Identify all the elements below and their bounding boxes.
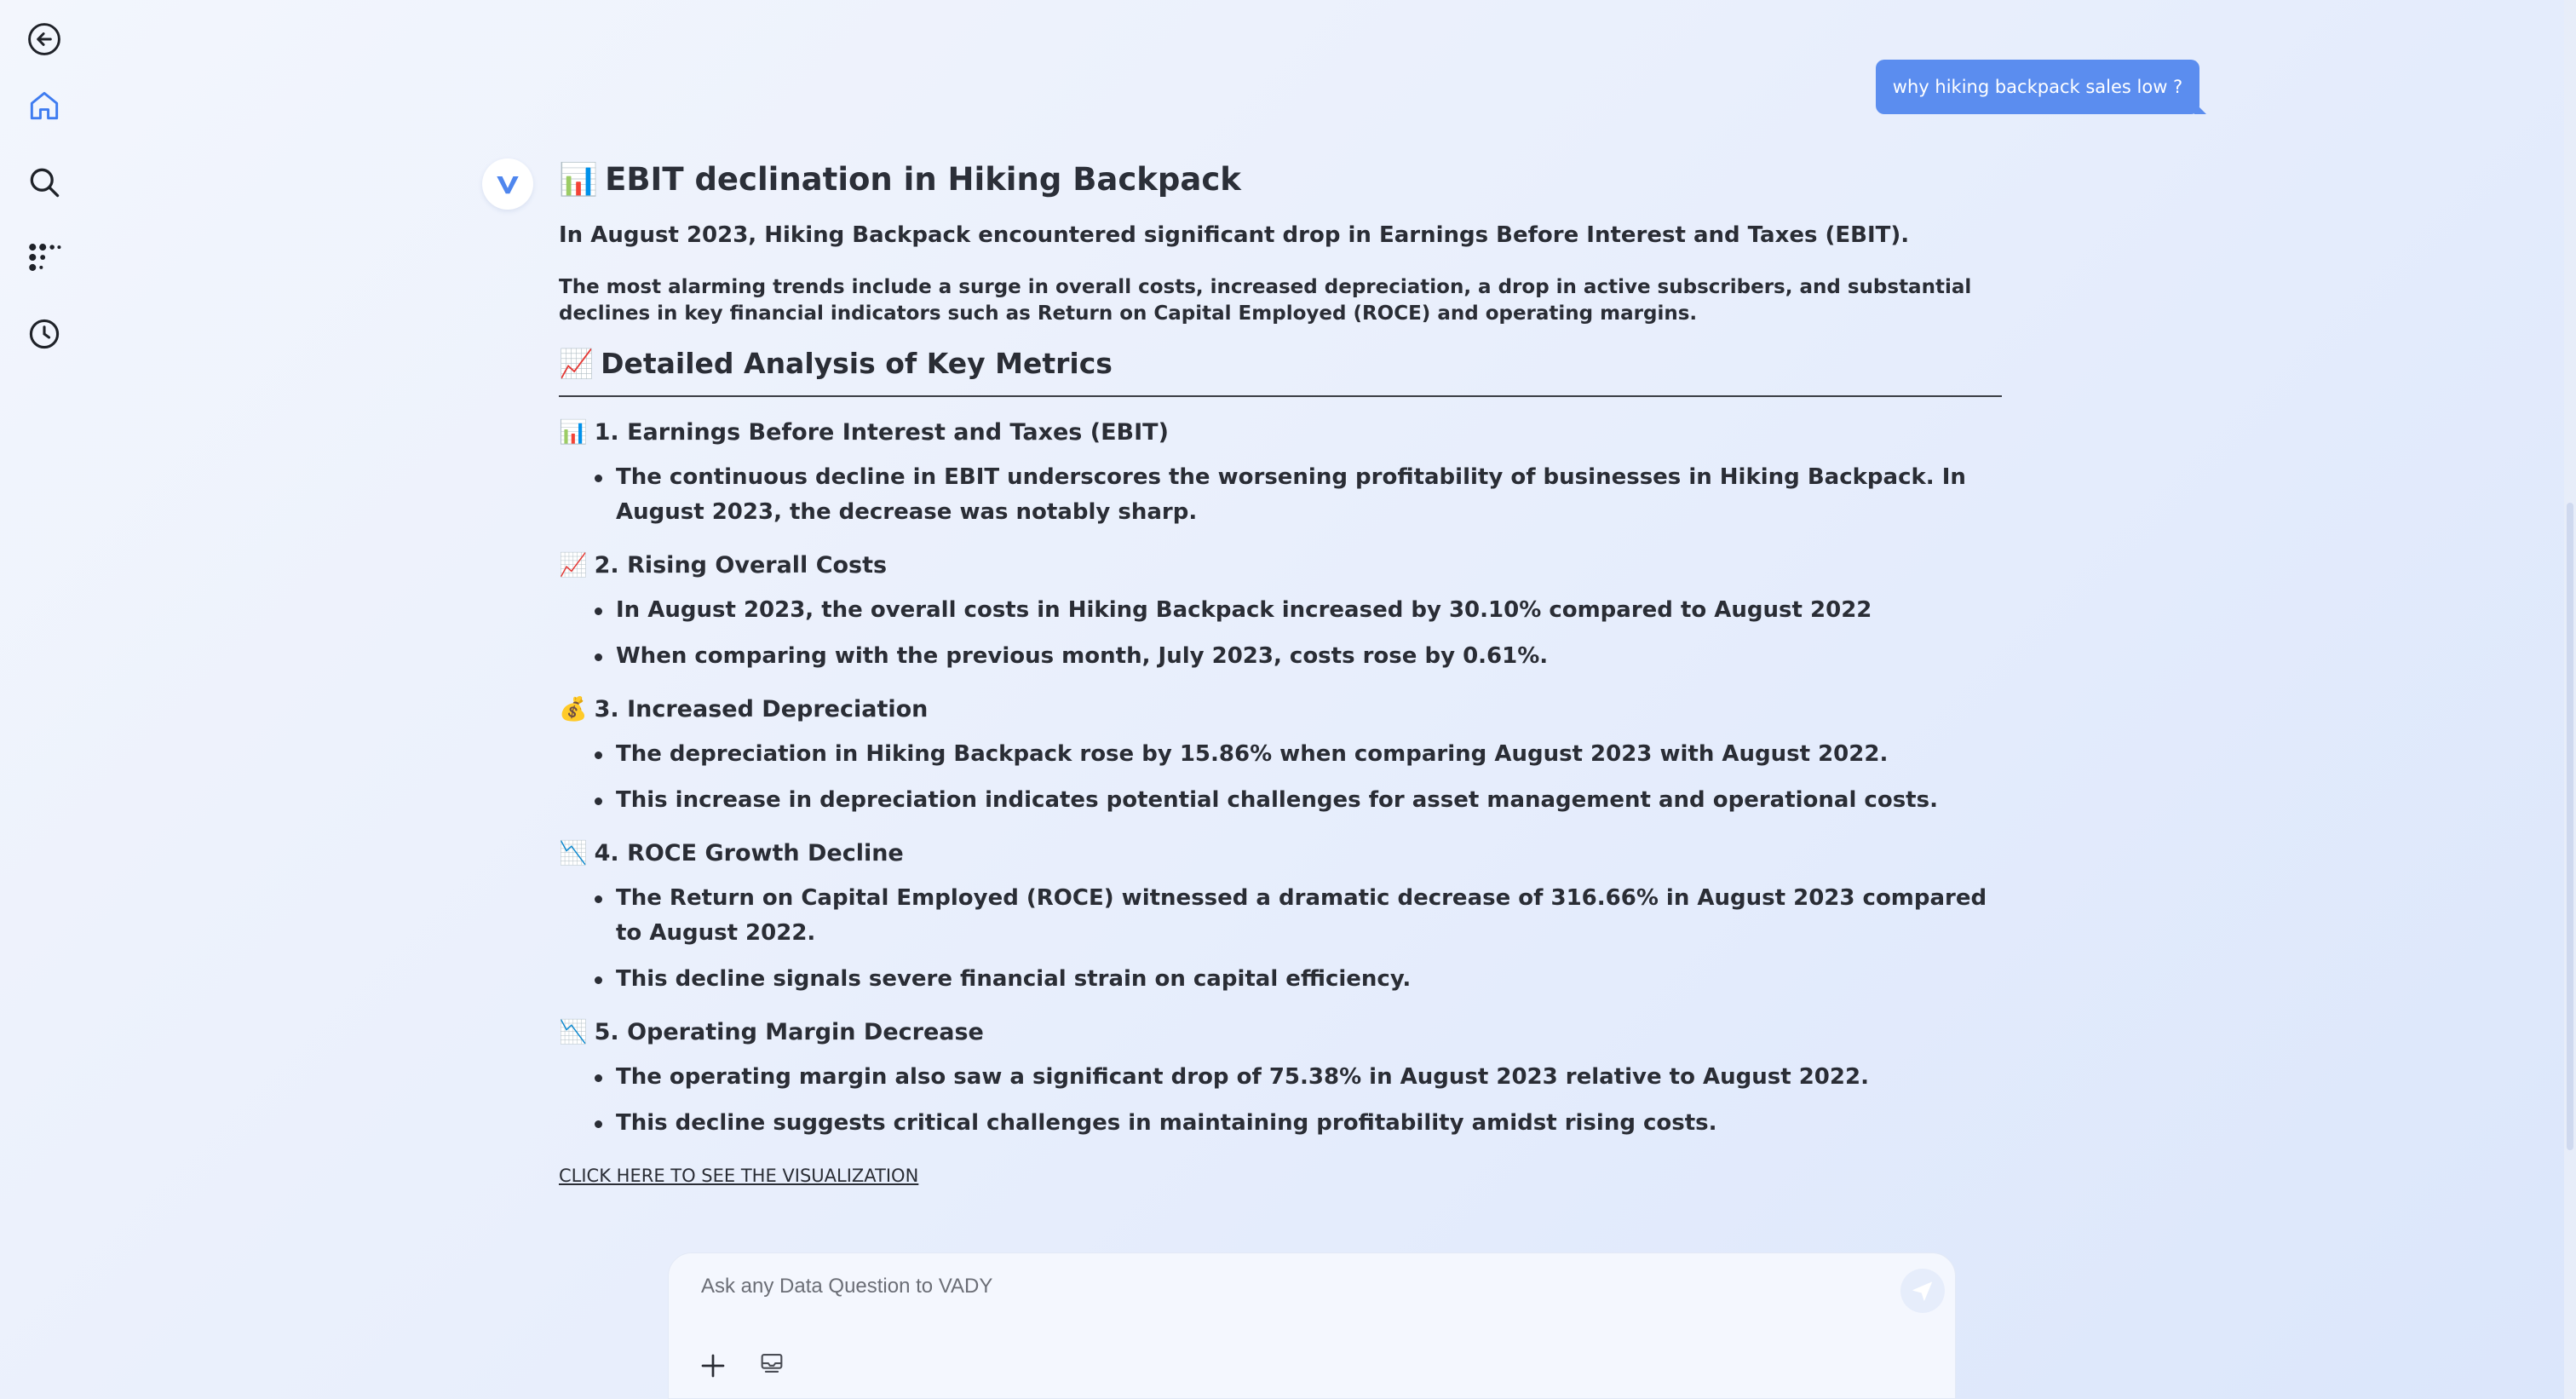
trend-up-icon: 📈 [559, 347, 595, 380]
metric-bullets [559, 881, 2007, 997]
metric-block [559, 549, 2007, 674]
metric-heading: 📈 2. Rising Overall Costs [559, 549, 2007, 583]
composer [668, 1252, 1956, 1399]
metric-heading: 💰 3. Increased Depreciation [559, 693, 2007, 727]
send-icon [1910, 1278, 1935, 1304]
money-bag-icon: 💰 [559, 696, 588, 723]
list-item: In August 2023, the overall costs in Hiking Backpack increased by 30.10% compared to August 2022 [559, 593, 2007, 628]
list-item: The continuous decline in EBIT underscores the worsening profitability of businesses in Hiking Backpack. In August 2023, the decrease was notably sharp. [559, 460, 2007, 530]
apps-button[interactable] [20, 233, 68, 281]
metric-bullets [559, 1060, 2007, 1141]
list-item: The depreciation in Hiking Backpack rose by 15.86% when comparing August 2023 with August 2022. [559, 737, 2007, 772]
metric-heading: 📉 4. ROCE Growth Decline [559, 837, 2007, 871]
metric-heading: 📊 1. Earnings Before Interest and Taxes (EBIT) [559, 416, 2007, 450]
search-button[interactable] [20, 158, 68, 206]
list-item: This decline signals severe financial strain on capital efficiency. [559, 962, 2007, 997]
history-button[interactable] [20, 310, 68, 358]
metric-heading: 📉 5. Operating Margin Decrease [559, 1016, 2007, 1050]
vady-logo-icon [492, 169, 523, 199]
add-button[interactable] [698, 1350, 728, 1381]
list-item: When comparing with the previous month, July 2023, costs rose by 0.61%. [559, 639, 2007, 674]
list-item: The operating margin also saw a significant drop of 75.38% in August 2023 relative to August 2022. [559, 1060, 2007, 1095]
search-icon [26, 164, 63, 201]
question-input[interactable] [701, 1269, 1877, 1304]
list-item: This increase in depreciation indicates potential challenges for asset management and operational costs. [559, 783, 2007, 818]
metric-bullets [559, 737, 2007, 818]
metric-block [559, 693, 2007, 818]
home-icon [26, 87, 63, 124]
clock-icon [26, 315, 63, 353]
home-button[interactable] [20, 82, 68, 130]
plus-icon [698, 1350, 728, 1381]
bar-chart-icon: 📊 [559, 419, 588, 446]
back-button[interactable] [20, 15, 68, 63]
metric-bullets [559, 593, 2007, 674]
bar-chart-icon: 📊 [559, 161, 599, 198]
metric-block [559, 1016, 2007, 1141]
dataset-icon [757, 1349, 786, 1378]
answer-paragraph: The most alarming trends include a surge in overall costs, increased depreciation, a drop in active subscribers, and substantial declines in key financial indicators such as Return on Capital Employed (ROCE) and operating margins. [559, 276, 1972, 325]
scrollbar[interactable] [2564, 0, 2576, 1399]
send-button[interactable] [1900, 1269, 1945, 1313]
trend-down-icon: 📉 [559, 1019, 588, 1045]
metric-block [559, 837, 2007, 997]
dots-grid-icon [26, 239, 63, 276]
user-message-text: why hiking backpack sales low ? [1892, 77, 2183, 97]
visualization-link[interactable]: CLICK HERE TO SEE THE VISUALIZATION [559, 1166, 919, 1186]
assistant-answer [559, 158, 2007, 1186]
list-item: The Return on Capital Employed (ROCE) witnessed a dramatic decrease of 316.66% in August 2023 compared to August 2022. [559, 881, 2007, 951]
attach-dataset-button[interactable] [757, 1349, 786, 1378]
assistant-avatar [482, 158, 533, 210]
metric-block [559, 416, 2007, 530]
trend-up-icon: 📈 [559, 552, 588, 579]
answer-lead: In August 2023, Hiking Backpack encountered significant drop in Earnings Before Interest and Taxes (EBIT). [559, 222, 1910, 248]
arrow-left-circle-icon [26, 20, 63, 58]
list-item: This decline suggests critical challenges in maintaining profitability amidst rising costs. [559, 1106, 2007, 1141]
user-message-bubble [1876, 60, 2199, 114]
answer-title: 📊 EBIT declination in Hiking Backpack [559, 158, 2007, 201]
trend-down-icon: 📉 [559, 840, 588, 866]
metric-bullets [559, 460, 2007, 530]
section-title: 📈 Detailed Analysis of Key Metrics [559, 344, 2002, 397]
scrollbar-thumb[interactable] [2567, 503, 2573, 1150]
side-rail [0, 0, 94, 1399]
